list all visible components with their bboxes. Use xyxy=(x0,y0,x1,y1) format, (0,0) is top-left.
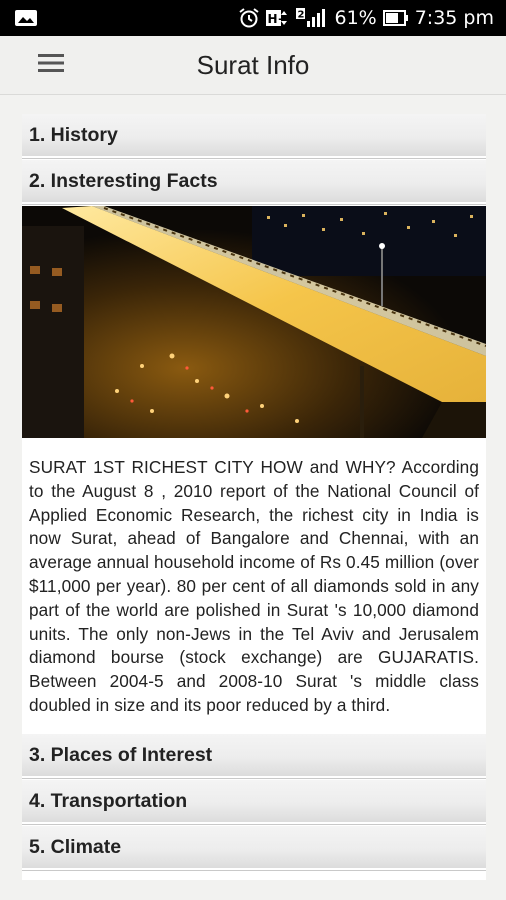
battery-percent: 61% xyxy=(334,7,377,29)
battery-icon xyxy=(383,9,409,27)
network-label: H+ xyxy=(267,12,289,26)
facts-text: SURAT 1ST RICHEST CITY HOW and WHY? According to the August 8 , 2010 report of the National Council of Applied Economic Research, the richest city in India is now Surat, ahead of Bangalore and Chennai, with an average annual household income of Rs 0.45 million (over $11,000 per year). 80 per cent of all diamonds sold in any part of the world are polished in Surat 's 10,000 diamond units. The only non-Jews in the Tel Aviv and Jerusalem diamond bourse (stock exchange) are GUJARATIS. Between 2004-5 and 2008-10 Surat 's middle class doubled in size and its poor reduced by a third. xyxy=(29,457,479,715)
night-flyover-photo xyxy=(22,206,486,438)
signal-strength-icon xyxy=(296,7,328,29)
network-type-icon xyxy=(266,7,290,29)
app-title: Surat Info xyxy=(196,50,310,80)
alarm-icon xyxy=(238,7,260,29)
notification-image-icon xyxy=(14,8,38,32)
sim-label: 2 xyxy=(297,9,305,21)
content-card xyxy=(22,114,486,880)
app-bar xyxy=(0,36,506,95)
section-history-header[interactable]: 1. History xyxy=(22,114,486,158)
section-places-header[interactable]: 3. Places of Interest xyxy=(22,734,486,778)
status-time: 7:35 pm xyxy=(414,7,494,29)
section-interesting-facts-header[interactable]: 2. Insteresting Facts xyxy=(22,160,486,204)
status-bar xyxy=(0,0,506,36)
section-transportation-header[interactable]: 4. Transportation xyxy=(22,780,486,824)
section-climate-header[interactable]: 5. Climate xyxy=(22,826,486,870)
